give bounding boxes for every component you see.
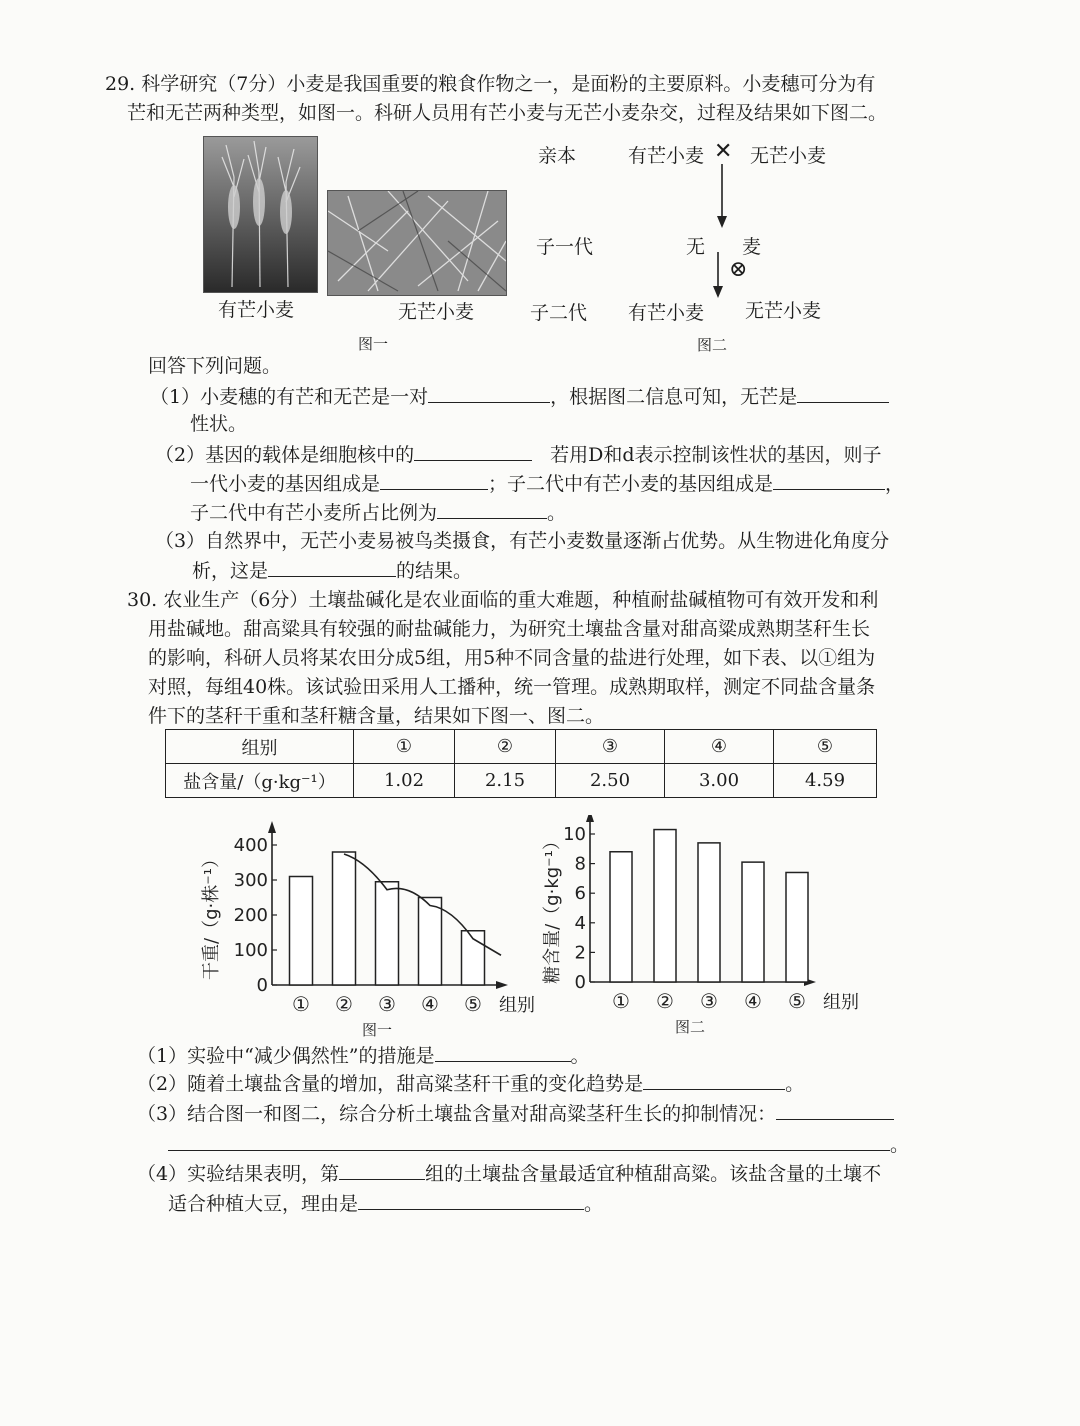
- table-group-3: ③: [556, 730, 665, 764]
- fig2-f1-a: 无: [686, 236, 706, 258]
- q29-blank-6[interactable]: [437, 498, 547, 519]
- awned-wheat-photo: [203, 136, 318, 293]
- q29-sub3: （3）自然界中，无芒小麦易被鸟类摄食，有芒小麦数量逐渐占优势。从生物进化角度分: [155, 530, 890, 552]
- q30-sub4-line2: 适合种植大豆，理由是 。: [168, 1189, 603, 1218]
- x-axis-label: 组别: [823, 992, 859, 1013]
- q30-blank-3[interactable]: [776, 1099, 894, 1120]
- q30-sub2: （2）随着土壤盐含量的增加，甜高粱茎秆干重的变化趋势是 。: [137, 1069, 804, 1098]
- y-axis-arrow: [586, 815, 594, 822]
- table-salt-1: 1.02: [354, 764, 455, 798]
- y-tick-label: 0: [256, 975, 268, 996]
- x-tick-label: ②: [656, 989, 674, 1013]
- table-group-1: ①: [354, 730, 455, 764]
- q29-blank-1[interactable]: [428, 382, 550, 403]
- bar: [419, 898, 442, 986]
- y-tick-label: 4: [574, 912, 586, 934]
- q30-sub1: （1）实验中“减少偶然性”的措施是 。: [137, 1041, 590, 1070]
- x-tick-label: ③: [700, 989, 718, 1013]
- y-tick-label: 8: [574, 853, 586, 875]
- q30-blank-6[interactable]: [358, 1189, 584, 1210]
- q29-line1: 29. 科学研究（7分）小麦是我国重要的粮食作物之一，是面粉的主要原料。小麦穗可分为有: [105, 73, 876, 95]
- q30-line3: 的影响，科研人员将某农田分成5组，用5种不同含量的盐进行处理，如下表、以①组为: [148, 647, 876, 669]
- q30-blank-5[interactable]: [339, 1159, 425, 1180]
- x-tick-label: ⑤: [464, 992, 482, 1016]
- awnless-wheat-photo: [327, 190, 507, 296]
- fig2-gen-f1: 子一代: [536, 236, 594, 258]
- q29-sub1-cont: 性状。: [190, 413, 248, 435]
- bar: [290, 877, 313, 986]
- y-tick-label: 10: [563, 824, 586, 845]
- x-tick-label: ①: [612, 989, 630, 1013]
- fig2-cross-symbol: ✕: [714, 139, 733, 164]
- table-row-label: 盐含量/（g·kg⁻¹）: [166, 764, 354, 798]
- chart-title: 图二: [674, 1018, 706, 1036]
- fig2-parent-b: 无芒小麦: [750, 145, 827, 167]
- q29-blank-7[interactable]: [268, 556, 396, 577]
- chart-title: 图一: [361, 1021, 393, 1039]
- q29-blank-4[interactable]: [380, 469, 488, 490]
- q29-blank-2[interactable]: [797, 382, 889, 403]
- table-salt-2: 2.15: [455, 764, 556, 798]
- x-axis-label: 组别: [499, 995, 535, 1016]
- x-tick-label: ③: [378, 992, 396, 1016]
- bar: [698, 843, 720, 982]
- fig1-awned-label: 有芒小麦: [218, 299, 295, 321]
- q30-line4: 对照，每组40株。该试验田采用人工播种，统一管理。成熟期取样，测定不同盐含量条: [148, 676, 876, 698]
- table-salt-5: 4.59: [774, 764, 877, 798]
- fig2-f2-a: 有芒小麦: [628, 302, 705, 324]
- table-group-2: ②: [455, 730, 556, 764]
- q30-sub3: （3）结合图一和图二，综合分析土壤盐含量对甜高粱茎秆生长的抑制情况：: [137, 1099, 894, 1128]
- y-tick-label: 400: [233, 835, 268, 856]
- fig2-parent-a: 有芒小麦: [628, 145, 705, 167]
- bar: [376, 882, 399, 985]
- q29-line2: 芒和无芒两种类型，如图一。科研人员用有芒小麦与无芒小麦杂交，过程及结果如下图二。: [127, 102, 888, 124]
- bar: [654, 830, 676, 982]
- q30-line1: 30. 农业生产（6分）土壤盐碱化是农业面临的重大难题，种植耐盐碱植物可有效开发和利: [127, 589, 879, 611]
- y-tick-label: 100: [233, 940, 268, 961]
- q30-line2: 用盐碱地。甜高粱具有较强的耐盐碱能力，为研究土壤盐含量对甜高粱成熟期茎秆生长: [148, 618, 871, 640]
- y-axis-label: 干重/（g·株⁻¹）: [201, 850, 222, 980]
- q29-sub3-line2: 析，这是 的结果。: [192, 556, 472, 585]
- x-tick-label: ④: [421, 992, 439, 1016]
- y-tick-label: 0: [574, 972, 586, 993]
- fig2-caption: 图二: [697, 336, 728, 354]
- q30-sub3-line2: 。: [168, 1130, 909, 1159]
- salt-content-table: [165, 729, 877, 798]
- q29-sub2-line3: 子二代中有芒小麦所占比例为 。: [190, 498, 566, 527]
- q29-blank-5[interactable]: [773, 469, 885, 490]
- bar: [333, 852, 356, 985]
- y-tick-label: 300: [233, 870, 268, 891]
- fig2-f2-b: 无芒小麦: [745, 300, 822, 322]
- fig2-selfing-symbol: ⊗: [729, 257, 748, 282]
- x-tick-label: ⑤: [788, 989, 806, 1013]
- fig2-gen-f2: 子二代: [530, 302, 588, 324]
- q30-blank-1[interactable]: [435, 1041, 571, 1062]
- fig1-awnless-label: 无芒小麦: [398, 301, 475, 323]
- y-axis-label: 糖含量/（g·kg⁻¹）: [542, 832, 563, 984]
- table-row: [166, 764, 877, 798]
- fig2-f1-b: 麦: [742, 236, 762, 258]
- bar: [742, 862, 764, 982]
- x-tick-label: ①: [292, 992, 310, 1016]
- x-tick-label: ④: [744, 989, 762, 1013]
- q30-sub4: （4）实验结果表明，第 组的土壤盐含量最适宜种植甜高粱。该盐含量的土壤不: [137, 1159, 881, 1188]
- table-header-label: 组别: [166, 730, 354, 764]
- q29-sub1: （1）小麦穗的有芒和无芒是一对 ，根据图二信息可知，无芒是: [150, 382, 889, 411]
- table-salt-3: 2.50: [556, 764, 665, 798]
- q30-blank-2[interactable]: [643, 1069, 785, 1090]
- fig1-caption: 图一: [358, 335, 389, 353]
- q29-intro: 回答下列问题。: [148, 355, 282, 377]
- x-tick-label: ②: [335, 992, 353, 1016]
- dry-weight-chart: [195, 815, 555, 1050]
- q29-sub2-line2: 一代小麦的基因组成是 ；子二代中有芒小麦的基因组成是 ，: [190, 469, 904, 498]
- q30-line5: 件下的茎秆干重和茎秆糖含量，结果如下图一、图二。: [148, 705, 605, 727]
- q29-blank-3[interactable]: [414, 440, 532, 461]
- table-group-5: ⑤: [774, 730, 877, 764]
- fig2-gen-parent: 亲本: [538, 145, 577, 167]
- bar: [786, 872, 808, 982]
- q29-sub2: （2）基因的载体是细胞核中的 若用D和d表示控制该性状的基因，则子: [155, 440, 882, 469]
- y-axis-arrow: [268, 821, 276, 833]
- y-tick-label: 200: [233, 905, 268, 926]
- table-row: [166, 730, 877, 764]
- y-tick-label: 6: [574, 883, 586, 905]
- table-group-4: ④: [665, 730, 774, 764]
- bar: [610, 852, 632, 982]
- table-salt-4: 3.00: [665, 764, 774, 798]
- sugar-content-chart: [540, 815, 870, 1050]
- fig2-arrow-parent-to-f1: [714, 164, 730, 230]
- y-tick-label: 2: [574, 942, 586, 964]
- x-axis-arrow: [496, 981, 508, 989]
- q30-blank-4[interactable]: [168, 1130, 890, 1151]
- fig2-arrow-f1-to-f2: [710, 252, 726, 300]
